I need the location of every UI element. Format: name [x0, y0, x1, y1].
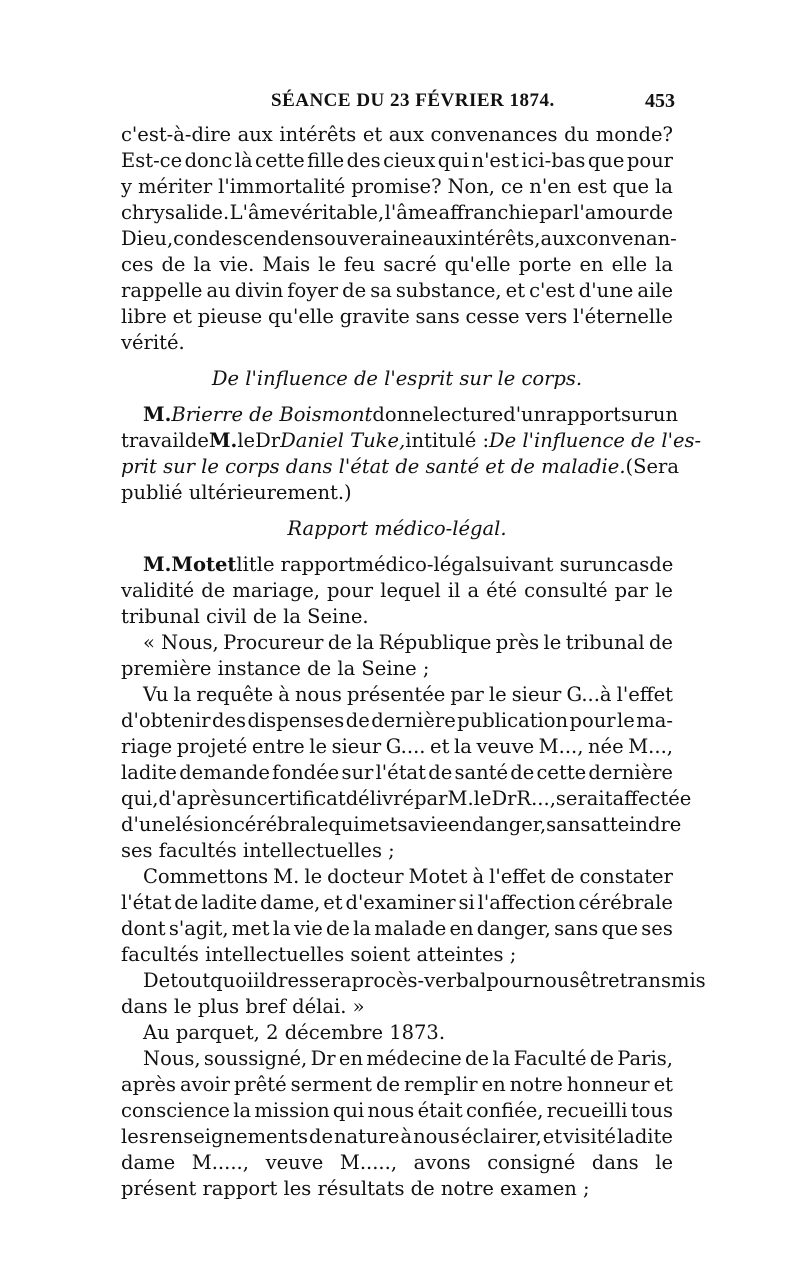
text-line: rappelle au divin foyer de sa substance, et c'est d'une aile [121, 279, 673, 302]
text-line: dame M....., veuve M....., avons consigné dans le [121, 1151, 673, 1174]
text-line: première instance de la Seine ; [121, 657, 430, 680]
text-line: dont s'agit, met la vie de la malade en danger, sans que ses [121, 917, 673, 940]
page-body [121, 122, 706, 1202]
text-line: publié ultérieurement.) [121, 481, 352, 504]
text-line: Vu la requête à nous présentée par le sieur G...à l'effet [143, 683, 673, 706]
running-title: SÉANCE DU 23 FÉVRIER 1874. [271, 90, 555, 111]
text-line: riage projeté entre le sieur G.... et la veuve M..., née M..., [121, 735, 673, 758]
text-line: ses facultés intellectuelles ; [121, 839, 395, 862]
text-line: qui, d'après un certificat délivré par M. le Dr R..., serait affectée [121, 787, 692, 810]
text-line: après avoir prêté serment de remplir en notre honneur et [121, 1073, 673, 1096]
text-line: conscience la mission qui nous était confiée, recueilli tous [121, 1099, 673, 1122]
text-line: c'est-à-dire aux intérêts et aux convenances du monde? [121, 123, 673, 146]
text-line: d'une lésion cérébrale qui met sa vie en danger, sans atteindre [121, 813, 682, 836]
text-line: libre et pieuse qu'elle gravite sans cesse vers l'éternelle [121, 305, 673, 328]
text-line: prit sur le corps dans l'état de santé et de maladie. (Sera [121, 455, 680, 478]
text-line: facultés intellectuelles soient atteintes ; [121, 943, 517, 966]
spacer [121, 506, 673, 516]
text-line: Dieu, condescend en souveraine aux intérêts, aux convenan- [121, 227, 677, 250]
text-line: dans le plus bref délai. » [121, 995, 365, 1018]
text-line: M. Brierre de Boismont donne lecture d'un rapport sur un [143, 403, 679, 426]
paragraph-brierre-report [121, 402, 702, 506]
text-line: Au parquet, 2 décembre 1873. [143, 1021, 446, 1044]
page-header [121, 90, 673, 118]
spacer [121, 392, 673, 402]
text-line: ladite demande fondée sur l'état de santé de cette dernière [121, 761, 673, 784]
text-line: M. Motet lit le rapport médico-légal suivant sur un cas de [143, 553, 674, 576]
section-heading-influence: De l'influence de l'esprit sur le corps. [211, 367, 583, 390]
text-line: présent rapport les résultats de notre examen ; [121, 1177, 590, 1200]
section-heading-rapport: Rapport médico-légal. [287, 517, 507, 540]
spacer [121, 542, 673, 552]
text-line: Est-ce donc là cette fille des cieux qui n'est ici-bas que pour [121, 149, 673, 172]
text-line: les renseignements de nature à nous éclairer, et visité ladite [121, 1125, 673, 1148]
text-line: l'état de ladite dame, et d'examiner si l'affection cérébrale [121, 891, 673, 914]
text-line: d'obtenir des dispenses de dernière publication pour le ma- [121, 709, 673, 732]
text-line: Commettons M. le docteur Motet à l'effet de constater [143, 865, 673, 888]
text-line: ces de la vie. Mais le feu sacré qu'elle porte en elle la [121, 253, 673, 276]
page-number: 453 [645, 90, 675, 112]
text-line: travail de M. le Dr Daniel Tuke, intitulé : De l'influence de l'es- [121, 429, 702, 452]
text-line: chrysalide. L'âme véritable, l'âme affranchie par l'amour de [121, 201, 673, 224]
text-line: vérité. [121, 331, 185, 354]
text-line: validité de mariage, pour lequel il a été consulté par le [121, 579, 673, 602]
paragraph-medico-legal [121, 552, 706, 1202]
paragraph-continuation [121, 122, 677, 356]
text-line: De tout quoi il dressera procès-verbal pour nous être transmis [143, 969, 706, 992]
text-line: y mériter l'immortalité promise? Non, ce n'en est que la [121, 175, 673, 198]
spacer [121, 356, 673, 366]
text-line: tribunal civil de la Seine. [121, 605, 369, 628]
text-line: Nous, soussigné, Dr en médecine de la Faculté de Paris, [143, 1047, 673, 1070]
text-line: « Nous, Procureur de la République près le tribunal de [143, 631, 673, 654]
